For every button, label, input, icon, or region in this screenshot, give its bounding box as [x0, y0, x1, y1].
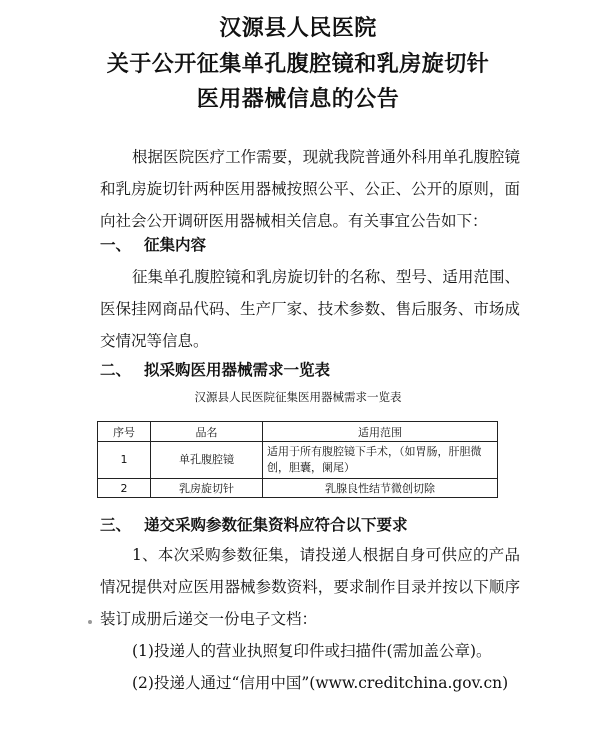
section-3-item-1-text: 1、本次采购参数征集，请投递人根据自身可供应的产品情况提供对应医用器械参数资料，要求制作目录并按以下顺序装订成册后递交一份电子文档： — [100, 546, 520, 628]
section-2-number: 二、 — [100, 361, 132, 379]
cell-scope: 乳腺良性结节微创切除 — [263, 479, 498, 498]
intro-text: 根据医院医疗工作需要，现就我院普通外科用单孔腹腔镜和乳房旋切针两种医用器械按照公平、公正、公开的原则，面向社会公开调研医用器械相关信息。有关事宜公告如下： — [100, 148, 520, 230]
section-3-title: 递交采购参数征集资料应符合以下要求 — [144, 516, 408, 534]
section-1-text: 征集单孔腹腔镜和乳房旋切针的名称、型号、适用范围、医保挂网商品代码、生产厂家、技术参数、售后服务、市场成交情况等信息。 — [100, 268, 520, 350]
title-line-2: 关于公开征集单孔腹腔镜和乳房旋切针 — [106, 52, 490, 77]
table-header-row — [98, 422, 498, 442]
section-1-number: 一、 — [100, 236, 132, 254]
cell-product: 乳房旋切针 — [151, 479, 263, 498]
title-line-3: 医用器械信息的公告 — [196, 87, 400, 112]
section-1-title: 征集内容 — [144, 236, 207, 254]
section-2-title: 拟采购医用器械需求一览表 — [144, 361, 331, 379]
section-3-number: 三、 — [100, 516, 132, 534]
cell-product: 单孔腹腔镜 — [151, 442, 263, 479]
cell-index: 2 — [98, 479, 151, 498]
section-3-sub-1 — [100, 635, 520, 667]
table-row — [98, 442, 498, 479]
section-3-item-1 — [100, 539, 520, 635]
section-3-sub-2 — [100, 667, 520, 699]
cell-index: 1 — [98, 442, 151, 479]
section-3-sub-1-text: (1)投递人的营业执照复印件或扫描件(需加盖公章)。 — [132, 642, 492, 660]
intro-paragraph — [100, 141, 520, 237]
header-index: 序号 — [98, 422, 151, 442]
section-3-sub-2-text: (2)投递人通过“信用中国”(www.creditchina.gov.cn) — [132, 674, 509, 692]
table-caption: 汉源县人民医院征集医用器械需求一览表 — [194, 390, 402, 404]
section-1-body — [100, 261, 520, 357]
section-1-heading — [100, 238, 206, 254]
scan-dot — [88, 620, 92, 624]
header-product: 品名 — [151, 422, 263, 442]
cell-scope: 适用于所有腹腔镜下手术，（如胃肠，肝胆微创，胆囊，阑尾） — [263, 442, 498, 479]
section-2-heading — [100, 363, 330, 379]
table-row — [98, 479, 498, 498]
section-3-heading — [100, 518, 408, 534]
title-line-1: 汉源县人民医院 — [219, 16, 377, 41]
header-scope: 适用范围 — [263, 422, 498, 442]
requirements-table — [97, 421, 498, 498]
